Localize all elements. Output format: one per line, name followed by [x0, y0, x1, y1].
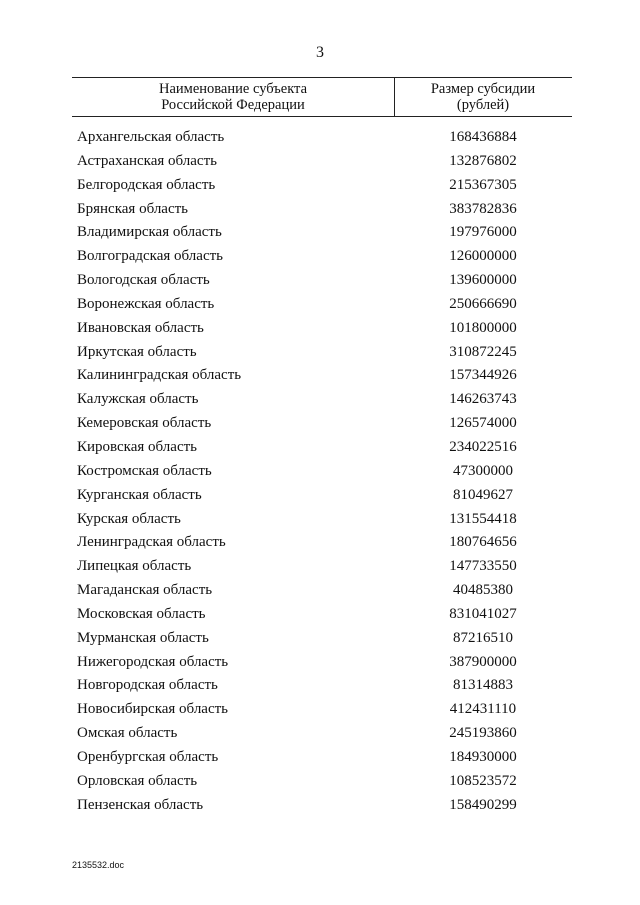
subsidy-amount: 40485380	[453, 582, 513, 599]
table-row	[72, 510, 572, 534]
table-row	[72, 557, 572, 581]
region-name: Брянская область	[77, 200, 189, 217]
table-row	[72, 533, 572, 557]
region-name: Курганская область	[77, 486, 202, 503]
table-row	[72, 581, 572, 605]
subsidy-amount: 101800000	[449, 319, 517, 336]
region-name: Владимирская область	[77, 224, 222, 241]
table-body	[72, 128, 572, 819]
subsidy-amount: 180764656	[449, 534, 517, 551]
region-name: Курская область	[77, 510, 181, 527]
table-row	[72, 438, 572, 462]
subsidy-amount: 157344926	[449, 367, 517, 384]
subsidy-amount: 81049627	[453, 486, 513, 503]
table-row	[72, 343, 572, 367]
table-row	[72, 605, 572, 629]
header-subsidy-amount-line1: Размер субсидии	[430, 81, 536, 97]
region-name: Калининградская область	[77, 367, 242, 384]
table-row	[72, 247, 572, 271]
subsidy-amount: 139600000	[449, 272, 517, 289]
table-row	[72, 724, 572, 748]
table-row	[72, 462, 572, 486]
subsidy-amount: 831041027	[449, 605, 517, 622]
subsidy-amount: 147733550	[449, 558, 517, 575]
region-name: Новосибирская область	[77, 701, 229, 718]
region-name: Новгородская область	[77, 677, 218, 694]
footer-file-name: 2135532.doc	[72, 860, 125, 870]
table-row	[72, 152, 572, 176]
table-row	[72, 366, 572, 390]
region-name: Воронежская область	[77, 295, 215, 312]
region-name: Пензенская область	[77, 796, 204, 813]
region-name: Московская область	[77, 605, 206, 622]
region-name: Белгородская область	[77, 176, 216, 193]
subsidy-amount: 245193860	[449, 725, 517, 742]
table-row	[72, 390, 572, 414]
table-row	[72, 772, 572, 796]
table-row	[72, 128, 572, 152]
region-name: Оренбургская область	[77, 748, 219, 765]
table-row	[72, 200, 572, 224]
subsidy-amount: 126574000	[449, 415, 517, 432]
header-subsidy-amount	[394, 81, 572, 113]
subsidy-amount: 250666690	[449, 295, 517, 312]
subsidy-amount: 383782836	[449, 200, 517, 217]
subsidy-amount: 158490299	[449, 796, 517, 813]
region-name: Кировская область	[77, 438, 198, 455]
subsidy-amount: 81314883	[453, 677, 513, 694]
header-region-name-line2: Российской Федерации	[161, 97, 305, 113]
subsidy-amount: 184930000	[449, 748, 517, 765]
header-region-name-line1: Наименование субъекта	[158, 81, 308, 97]
subsidy-amount: 387900000	[449, 653, 517, 670]
page-number: 3	[316, 44, 324, 61]
region-name: Иркутская область	[77, 343, 197, 360]
table-row	[72, 748, 572, 772]
header-region-name	[72, 81, 394, 113]
region-name: Кемеровская область	[77, 415, 212, 432]
table-row	[72, 295, 572, 319]
table-header	[72, 77, 572, 117]
region-name: Архангельская область	[77, 129, 225, 145]
subsidy-table	[72, 77, 572, 813]
region-name: Вологодская область	[77, 272, 210, 289]
subsidy-amount: 87216510	[453, 629, 513, 646]
table-row	[72, 176, 572, 200]
subsidy-amount: 131554418	[449, 510, 517, 527]
region-name: Липецкая область	[77, 558, 192, 575]
region-name: Костромская область	[77, 462, 212, 479]
table-row	[72, 629, 572, 653]
subsidy-amount: 108523572	[449, 772, 517, 789]
subsidy-amount: 412431110	[449, 701, 517, 718]
subsidy-amount: 310872245	[449, 343, 517, 360]
table-row	[72, 796, 572, 820]
subsidy-amount: 132876802	[449, 152, 517, 169]
subsidy-amount: 234022516	[449, 438, 517, 455]
subsidy-amount: 47300000	[453, 462, 513, 479]
region-name: Ивановская область	[77, 319, 204, 336]
table-row	[72, 271, 572, 295]
region-name: Мурманская область	[77, 629, 209, 646]
table-row	[72, 414, 572, 438]
table-row	[72, 223, 572, 247]
region-name: Астраханская область	[77, 152, 217, 169]
table-row	[72, 653, 572, 677]
subsidy-amount: 168436884	[449, 129, 517, 145]
header-subsidy-amount-line2: (рублей)	[456, 97, 510, 113]
table-row	[72, 319, 572, 343]
table-row	[72, 676, 572, 700]
region-name: Орловская область	[77, 772, 198, 789]
region-name: Нижегородская область	[77, 653, 229, 670]
table-row	[72, 700, 572, 724]
region-name: Ленинградская область	[77, 534, 226, 551]
region-name: Волгоградская область	[77, 248, 223, 265]
region-name: Калужская область	[77, 391, 199, 408]
region-name: Магаданская область	[77, 582, 213, 599]
subsidy-amount: 197976000	[449, 224, 517, 241]
table-row	[72, 486, 572, 510]
subsidy-amount: 126000000	[449, 248, 517, 265]
region-name: Омская область	[77, 725, 178, 742]
subsidy-amount: 215367305	[449, 176, 517, 193]
subsidy-amount: 146263743	[449, 391, 517, 408]
